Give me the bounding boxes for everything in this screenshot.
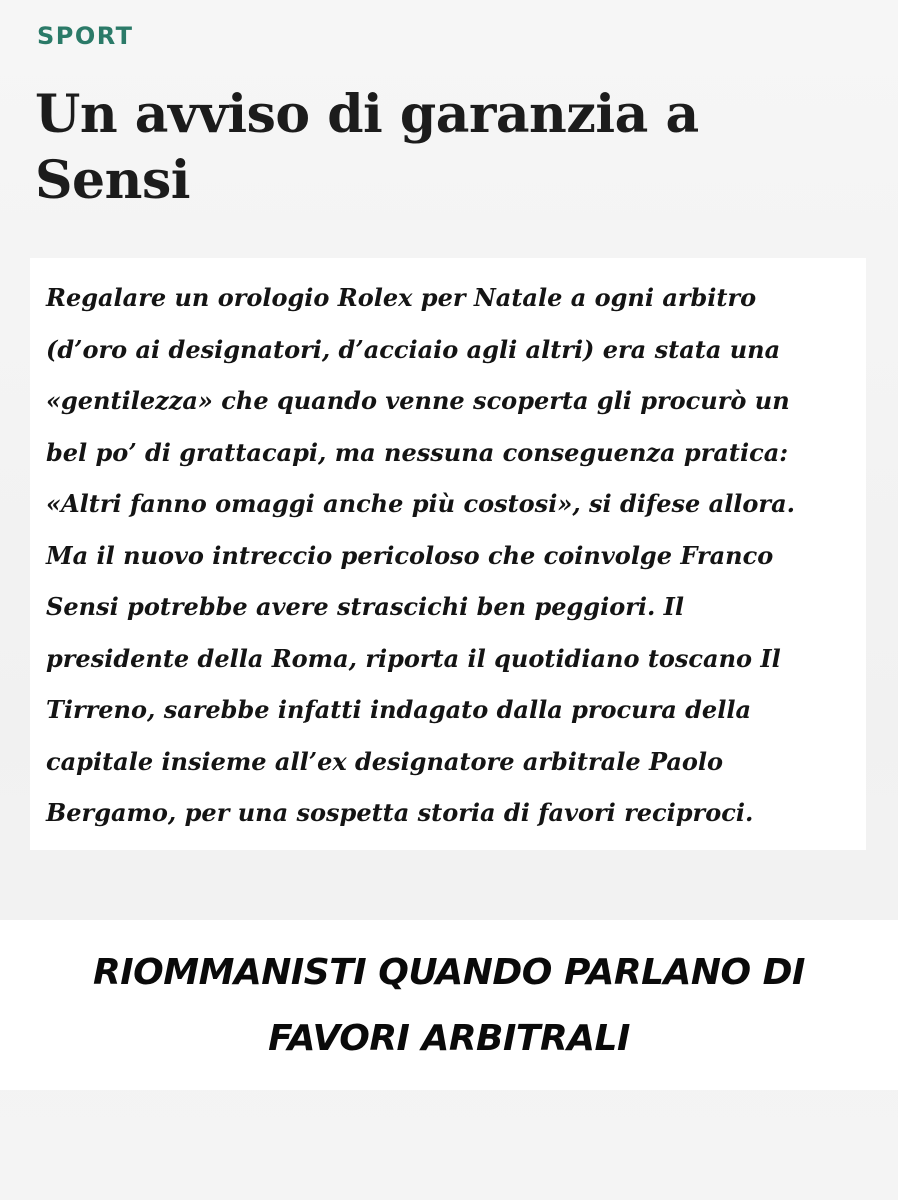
body-line: Regalare un orologio Rolex per Natale a ogni arbitro [46, 283, 757, 312]
body-line: capitale insieme all’ex designatore arbitrale Paolo [46, 746, 724, 776]
body-line: Tirreno, sarebbe infatti indagato dalla procura della [46, 695, 751, 724]
article-title [35, 82, 875, 214]
caption-line: RIOMMANISTI QUANDO PARLANO DI [93, 952, 805, 993]
body-line: Sensi potrebbe avere strascichi ben peggiori. Il [46, 592, 685, 621]
section-label[interactable]: SPORT [37, 22, 134, 50]
caption-line: FAVORI ARBITRALI [268, 1018, 630, 1059]
body-line: Bergamo, per una sospetta storia di favori reciproci. [46, 798, 754, 827]
body-line: Ma il nuovo intreccio pericoloso che coinvolge Franco [46, 540, 774, 570]
body-line: (d’oro ai designatori, d’acciaio agli altri) era stata una [46, 334, 781, 364]
article-title-line: Un avviso di garanzia a [35, 84, 699, 145]
body-line: «Altri fanno omaggi anche più costosi», si difese allora. [46, 489, 795, 518]
body-line: presidente della Roma, riporta il quotidiano toscano Il [46, 643, 781, 673]
body-line: «gentilezza» che quando venne scoperta gli procurò un [46, 386, 790, 415]
body-line: bel po’ di grattacapi, ma nessuna conseguenza pratica: [46, 437, 789, 467]
meme-caption [0, 940, 898, 1072]
article-body [46, 272, 856, 839]
article-title-line: Sensi [35, 150, 190, 211]
